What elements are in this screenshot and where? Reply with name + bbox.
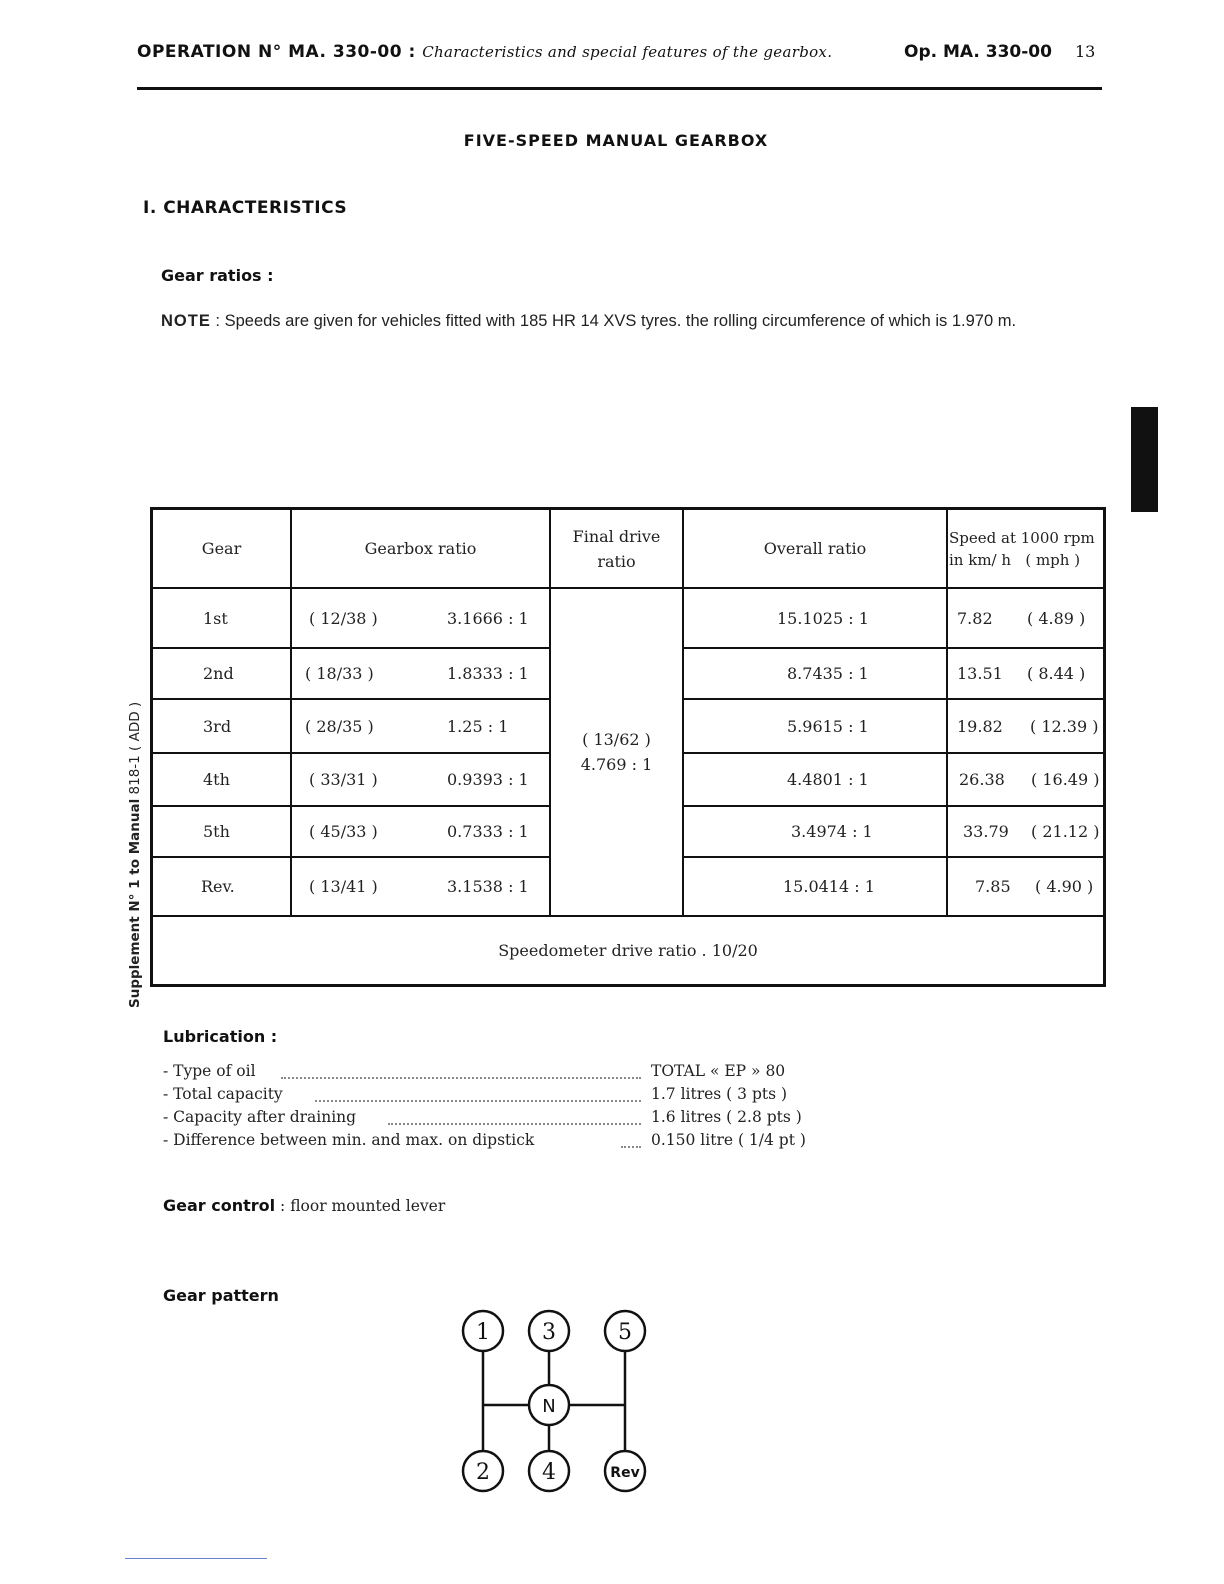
speedometer-drive-ratio: Speedometer drive ratio . 10/20 xyxy=(498,941,758,960)
gear-pattern-title: Gear pattern xyxy=(163,1286,279,1305)
leader-dots xyxy=(281,1077,641,1079)
lubrication-value: 0.150 litre ( 1/4 pt ) xyxy=(651,1131,806,1149)
leader-dots xyxy=(388,1123,641,1125)
gear-label-neutral: N xyxy=(542,1396,556,1417)
row-kmh: 13.51 xyxy=(957,664,1003,683)
header-rule xyxy=(137,87,1102,90)
row-kmh: 33.79 xyxy=(963,822,1009,841)
lubrication-label: - Total capacity xyxy=(163,1085,283,1103)
final-drive-ratio: 4.769 : 1 xyxy=(580,755,653,774)
final-drive-cell xyxy=(551,589,682,915)
row-overall: 15.1025 : 1 xyxy=(777,608,869,628)
side-marker-bar xyxy=(1131,407,1158,512)
row-gear: 1st xyxy=(203,608,228,628)
lubrication-item xyxy=(163,1062,853,1085)
lubrication-label: - Type of oil xyxy=(163,1062,256,1080)
leader-dots xyxy=(315,1100,641,1102)
lubrication-value: 1.7 litres ( 3 pts ) xyxy=(651,1085,788,1103)
row-mph: ( 21.12 ) xyxy=(1031,822,1100,841)
gear-label-4: 4 xyxy=(542,1460,556,1485)
header-overall-ratio: Overall ratio xyxy=(763,539,867,558)
row-mph: ( 8.44 ) xyxy=(1027,664,1086,683)
header-operation-subtitle: Characteristics and special features of the gearbox. xyxy=(422,43,833,61)
row-kmh: 7.82 xyxy=(957,608,993,628)
gear-label-reverse: Rev xyxy=(610,1465,640,1481)
lubrication-value: TOTAL « EP » 80 xyxy=(651,1062,786,1080)
row-ratio: 0.7333 : 1 xyxy=(447,822,529,841)
gear-control-value: : floor mounted lever xyxy=(275,1197,446,1215)
section-title: I. CHARACTERISTICS xyxy=(143,198,348,218)
row-ratio: 1.25 : 1 xyxy=(447,716,509,736)
gear-label-2: 2 xyxy=(476,1460,490,1485)
header-speed-line2: in km/ h ( mph ) xyxy=(949,550,1081,569)
gear-ratios-title: Gear ratios : xyxy=(161,266,274,285)
row-ratio: 0.9393 : 1 xyxy=(447,770,529,789)
header-final-drive-line2: ratio xyxy=(597,551,636,571)
gear-control-label: Gear control xyxy=(163,1196,276,1215)
gear-ratio-table xyxy=(150,507,1106,987)
header-speed-line1: Speed at 1000 rpm xyxy=(949,528,1095,547)
gear-pattern-diagram xyxy=(455,1305,655,1505)
row-teeth: ( 18/33 ) xyxy=(305,664,374,683)
row-kmh: 19.82 xyxy=(957,716,1003,736)
row-teeth: ( 13/41 ) xyxy=(309,877,378,896)
row-overall: 3.4974 : 1 xyxy=(791,822,873,841)
row-overall: 4.4801 : 1 xyxy=(787,770,869,789)
supplement-side-text xyxy=(127,702,143,1008)
footer-line xyxy=(125,1558,267,1559)
row-kmh: 26.38 xyxy=(959,770,1005,789)
header-op-ref: Op. MA. 330-00 xyxy=(904,42,1052,62)
lubrication-label: - Difference between min. and max. on dipstick xyxy=(163,1131,535,1149)
row-mph: ( 4.89 ) xyxy=(1027,608,1086,628)
row-kmh: 7.85 xyxy=(975,877,1011,896)
gear-control xyxy=(163,1196,445,1215)
row-overall: 5.9615 : 1 xyxy=(787,716,869,736)
supplement-ref: 818-1 ( ADD ) xyxy=(127,701,143,799)
supplement-label: Supplement N° 1 to Manual xyxy=(127,798,143,1008)
row-teeth: ( 12/38 ) xyxy=(309,608,378,628)
note-paragraph xyxy=(161,309,1061,333)
row-gear: 4th xyxy=(203,770,230,789)
header-operation-label: OPERATION N° MA. 330-00 : xyxy=(137,42,416,62)
note-keyword: NOTE xyxy=(161,312,211,330)
page-number: 13 xyxy=(1075,42,1096,61)
row-overall: 15.0414 : 1 xyxy=(783,877,875,896)
lubrication-value: 1.6 litres ( 2.8 pts ) xyxy=(651,1108,802,1126)
header-operation xyxy=(137,42,832,62)
header-gearbox-ratio: Gearbox ratio xyxy=(364,539,477,558)
row-gear: 5th xyxy=(203,822,230,841)
row-teeth: ( 45/33 ) xyxy=(309,822,378,841)
row-gear: 3rd xyxy=(203,716,232,736)
gear-label-3: 3 xyxy=(542,1320,556,1345)
gear-label-1: 1 xyxy=(476,1320,490,1345)
row-gear: Rev. xyxy=(201,877,235,896)
header-speed xyxy=(948,510,1103,587)
lubrication-title: Lubrication : xyxy=(163,1027,278,1046)
note-text: : Speeds are given for vehicles fitted with 185 HR 14 XVS tyres. the rolling circumference of which is 1.970 m. xyxy=(210,312,1017,330)
gear-label-5: 5 xyxy=(618,1320,632,1345)
header-gear: Gear xyxy=(201,539,242,558)
header-final-drive xyxy=(551,510,682,587)
lubrication-item xyxy=(163,1108,853,1131)
row-mph: ( 16.49 ) xyxy=(1031,770,1100,789)
row-teeth: ( 28/35 ) xyxy=(305,716,374,736)
page-title: FIVE-SPEED MANUAL GEARBOX xyxy=(463,131,769,150)
header-final-drive-line1: Final drive xyxy=(572,526,661,546)
row-teeth: ( 33/31 ) xyxy=(309,770,378,789)
row-overall: 8.7435 : 1 xyxy=(787,664,869,683)
lubrication-label: - Capacity after draining xyxy=(163,1108,357,1126)
row-gear: 2nd xyxy=(203,664,234,683)
row-ratio: 3.1538 : 1 xyxy=(447,877,529,896)
lubrication-item xyxy=(163,1131,853,1154)
lubrication-item xyxy=(163,1085,853,1108)
leader-dots xyxy=(621,1146,641,1148)
row-mph: ( 12.39 ) xyxy=(1030,716,1099,736)
final-drive-teeth: ( 13/62 ) xyxy=(582,730,651,749)
row-ratio: 3.1666 : 1 xyxy=(447,608,529,628)
row-ratio: 1.8333 : 1 xyxy=(447,664,529,683)
row-mph: ( 4.90 ) xyxy=(1035,877,1094,896)
